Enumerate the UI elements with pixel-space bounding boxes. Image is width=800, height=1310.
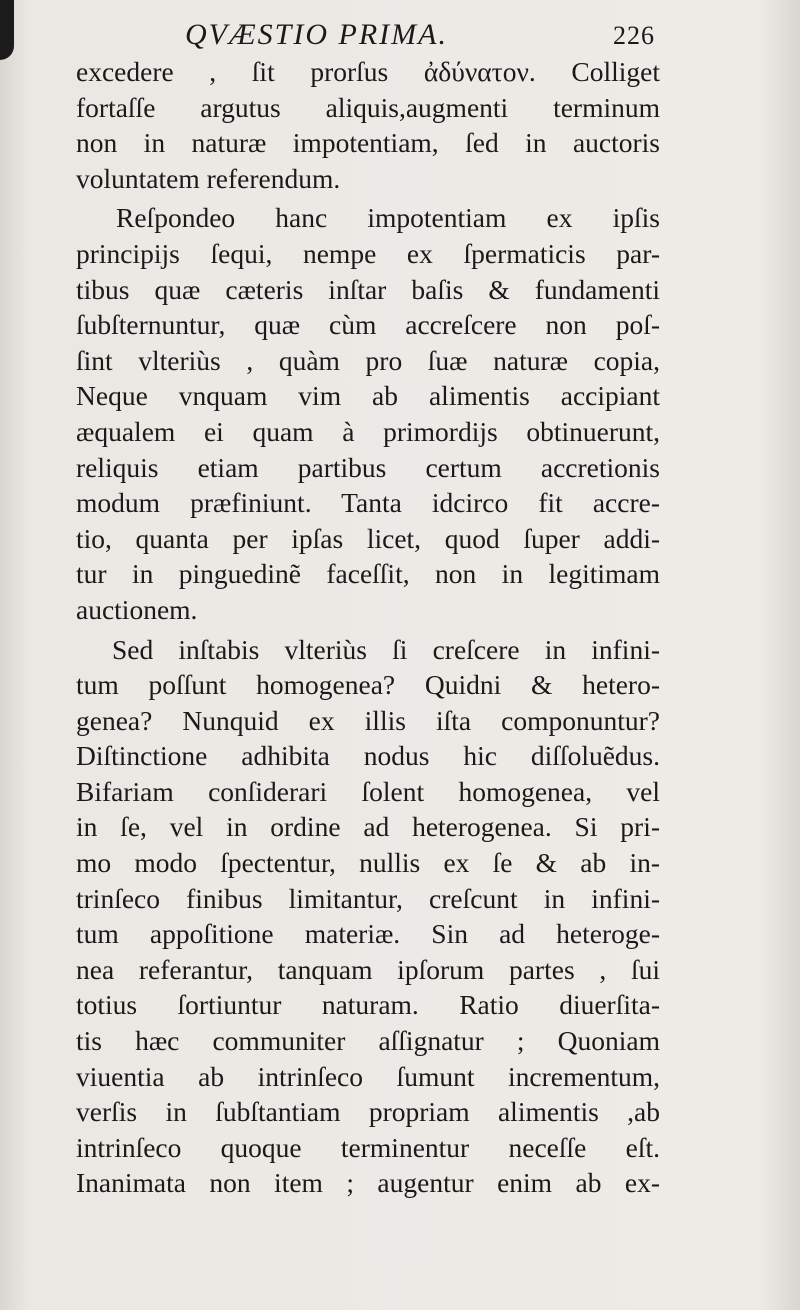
text-line: principijs ſequi, nempe ex ſpermaticis par- — [76, 237, 660, 269]
text-line: tis hæc communiter aſſignatur ; Quoniam — [76, 1025, 660, 1057]
chapter-title: QVÆSTIO PRIMA. — [185, 18, 448, 51]
text-line: Bifariam conſiderari ſolent homogenea, vel — [76, 775, 660, 807]
text-line: ſint vlteriùs , quàm pro ſuæ naturæ copia, — [76, 344, 660, 376]
page-number: 226 — [613, 21, 655, 50]
text-line: nea referantur, tanquam ipſorum partes , ſui — [76, 953, 660, 985]
text-line: Inanimata non item ; augentur enim ab ex- — [76, 1167, 660, 1199]
text-line: æqualem ei quam à primordijs obtinuerunt, — [76, 415, 660, 447]
text-line: auctionem. — [76, 593, 198, 625]
text-line: trinſeco finibus limitantur, creſcunt in infini- — [76, 882, 660, 914]
text-line: tibus quæ cæteris inſtar baſis & fundamenti — [76, 273, 660, 305]
text-line: reliquis etiam partibus certum accretionis — [76, 451, 660, 483]
running-head — [185, 18, 655, 52]
text-line: voluntatem referendum. — [76, 162, 341, 194]
page-edge-shadow — [0, 0, 14, 60]
paragraph-first-line: Sed inſtabis vlteriùs ſi creſcere in infini- — [112, 633, 660, 665]
text-line: fortaſſe argutus aliquis,augmenti terminum — [76, 91, 660, 123]
text-line: in ſe, vel in ordine ad heterogenea. Si pri- — [76, 811, 660, 843]
text-line: viuentia ab intrinſeco ſumunt incrementum, — [76, 1060, 660, 1092]
text-line: non in naturæ impotentiam, ſed in auctoris — [76, 127, 660, 159]
text-line: tum appoſitione materiæ. Sin ad heteroge- — [76, 918, 660, 950]
text-line: ſubſternuntur, quæ cùm accreſcere non poſ- — [76, 309, 660, 341]
paragraph-first-line: Reſpondeo hanc impotentiam ex ipſis — [116, 202, 660, 234]
text-line: Neque vnquam vim ab alimentis accipiant — [76, 380, 660, 412]
text-line: intrinſeco quoque terminentur neceſſe eſt. — [76, 1131, 660, 1163]
text-line: excedere , ſit prorſus ἀδύνατον. Colliget — [76, 56, 660, 87]
text-line: tum poſſunt homogenea? Quidni & hetero- — [76, 669, 660, 701]
text-line: tur in pinguedinẽ faceſſit, non in legitimam — [76, 558, 660, 590]
text-line: Diſtinctione adhibita nodus hic diſſoluẽdus. — [76, 740, 660, 772]
text-line: verſis in ſubſtantiam propriam alimentis ,ab — [76, 1096, 660, 1128]
text-line: totius ſortiuntur naturam. Ratio diuerſita- — [76, 989, 660, 1021]
text-line: modum præfiniunt. Tanta idcirco fit accre- — [76, 487, 660, 519]
text-line: mo modo ſpectentur, nullis ex ſe & ab in- — [76, 847, 660, 879]
body-text — [76, 54, 660, 1201]
text-line: tio, quanta per ipſas licet, quod ſuper addi- — [76, 522, 660, 554]
text-line: genea? Nunquid ex illis iſta componuntur? — [76, 704, 660, 736]
